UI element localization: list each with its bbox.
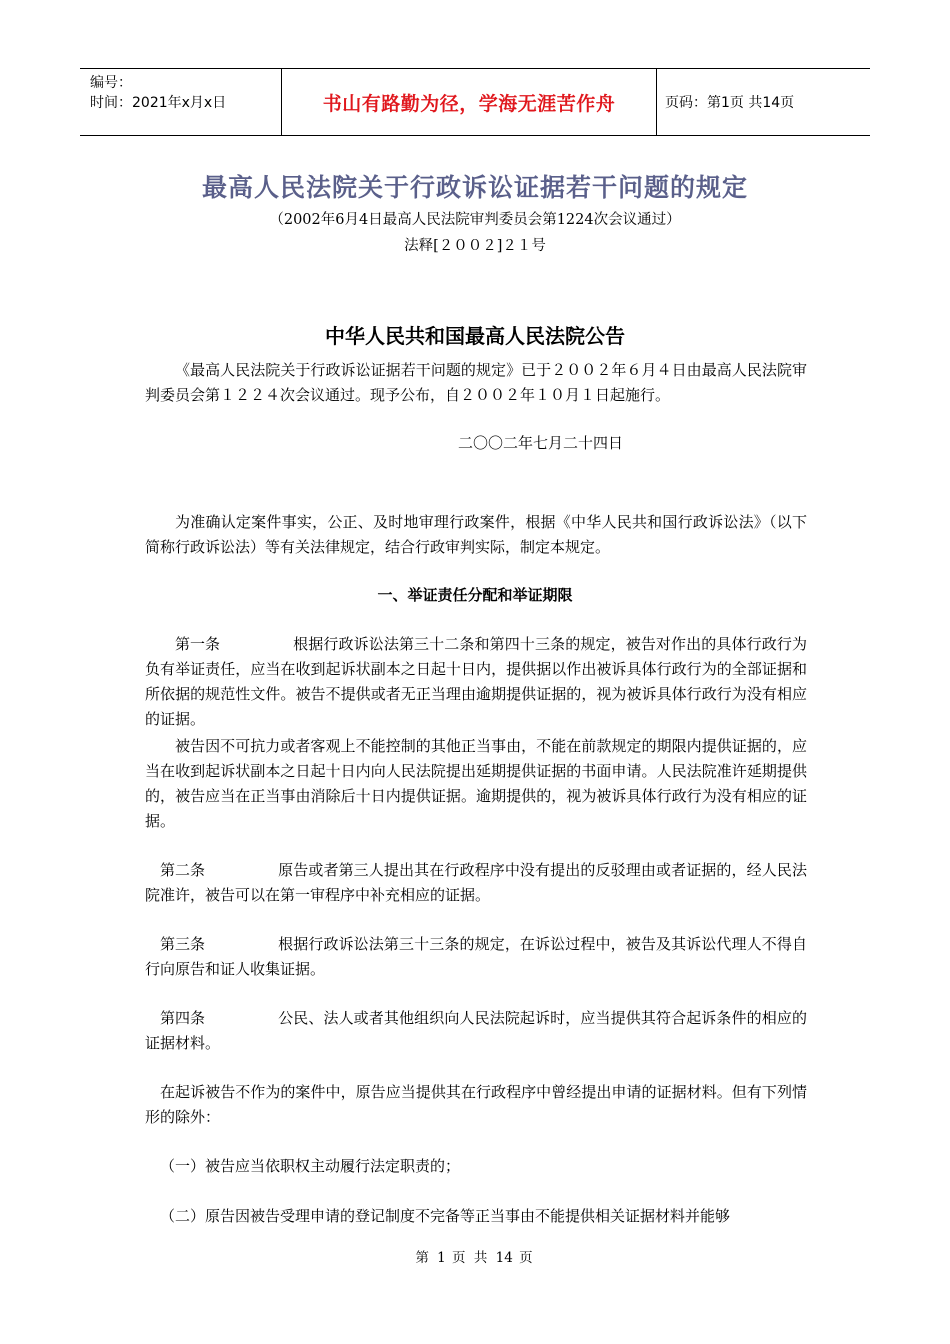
header-meta-cell [80, 69, 281, 135]
number-label: 编号： [90, 75, 132, 91]
article-4 [145, 1006, 807, 1056]
inaction-paragraph: 在起诉被告不作为的案件中，原告应当提供其在行政程序中曾经提出申请的证据材料。但有下列情形的除外： [145, 1083, 807, 1126]
announcement-date: 二〇〇二年七月二十四日 [458, 434, 624, 452]
preamble-paragraph: 为准确认定案件事实，公正、及时地审理行政案件，根据《中华人民共和国行政诉讼法》（以下简称行政诉讼法）等有关法律规定，结合行政审判实际，制定本规定。 [145, 513, 807, 556]
article-4-text: 公民、法人或者其他组织向人民法院起诉时，应当提供其符合起诉条件的相应的证据材料。 [145, 1009, 807, 1052]
page-footer [0, 1246, 950, 1266]
header-motto-cell [281, 69, 657, 135]
document-title: 最高人民法院关于行政诉讼证据若干问题的规定 [201, 173, 748, 202]
header-table [80, 68, 870, 136]
footer-mid: 页 共 [452, 1250, 490, 1266]
article-2 [145, 858, 807, 908]
article-1 [145, 632, 807, 732]
article-1-text: 根据行政诉讼法第三十二条和第四十三条的规定，被告对作出的具体行政行为负有举证责任，应当在收到起诉状副本之日起十日内，提供据以作出被诉具体行政行为的全部证据和所依据的规范性文件。被告不提供或者无正当理由逾期提供证据的，视为被诉具体行政行为没有相应的证据。 [145, 635, 807, 728]
footer-suffix: 页 [519, 1250, 535, 1266]
motto-text: 书山有路勤为径，学海无涯苦作舟 [322, 92, 616, 115]
footer-total-pages: 14 [495, 1250, 513, 1266]
article-3-text: 根据行政诉讼法第三十三条的规定，在诉讼过程中，被告及其诉讼代理人不得自行向原告和证人收集证据。 [145, 935, 807, 978]
article-3 [145, 932, 807, 982]
article-1-label: 第一条 [175, 635, 221, 653]
announcement-body: 《最高人民法院关于行政诉讼证据若干问题的规定》已于２００２年６月４日由最高人民法院审判委员会第１２２４次会议通过。现予公布，自２００２年１０月１日起施行。 [145, 361, 807, 404]
announcement-title: 中华人民共和国最高人民法院公告 [325, 324, 625, 348]
section-heading: 一、举证责任分配和举证期限 [377, 586, 573, 604]
document-number: 法释[２００２]２１号 [404, 238, 546, 254]
exception-item-2: （二）原告因被告受理申请的登记制度不完备等正当事由不能提供相关证据材料并能够 [160, 1207, 731, 1225]
article-1-extra: 被告因不可抗力或者客观上不能控制的其他正当事由，不能在前款规定的期限内提供证据的，应当在收到起诉状副本之日起十日内向人民法院提出延期提供证据的书面申请。人民法院准许延期提供的，被告应当在正当事由消除后十日内提供证据。逾期提供的，视为被诉具体行政行为没有相应的证据。 [145, 737, 807, 830]
footer-prefix: 第 [415, 1250, 431, 1266]
time-label: 时间：2021年x月x日 [90, 95, 227, 111]
document-subtitle: （2002年6月4日最高人民法院审判委员会第1224次会议通过） [269, 212, 681, 228]
page-info: 页码：第1页 共14页 [665, 95, 795, 111]
footer-page-number: 1 [437, 1250, 446, 1266]
article-3-label: 第三条 [160, 935, 206, 953]
article-2-label: 第二条 [160, 861, 206, 879]
header-page-cell [657, 69, 870, 135]
article-2-text: 原告或者第三人提出其在行政程序中没有提出的反驳理由或者证据的，经人民法院准许，被告可以在第一审程序中补充相应的证据。 [145, 861, 807, 904]
article-4-label: 第四条 [160, 1009, 206, 1027]
exception-item-1: （一）被告应当依职权主动履行法定职责的； [160, 1157, 461, 1175]
